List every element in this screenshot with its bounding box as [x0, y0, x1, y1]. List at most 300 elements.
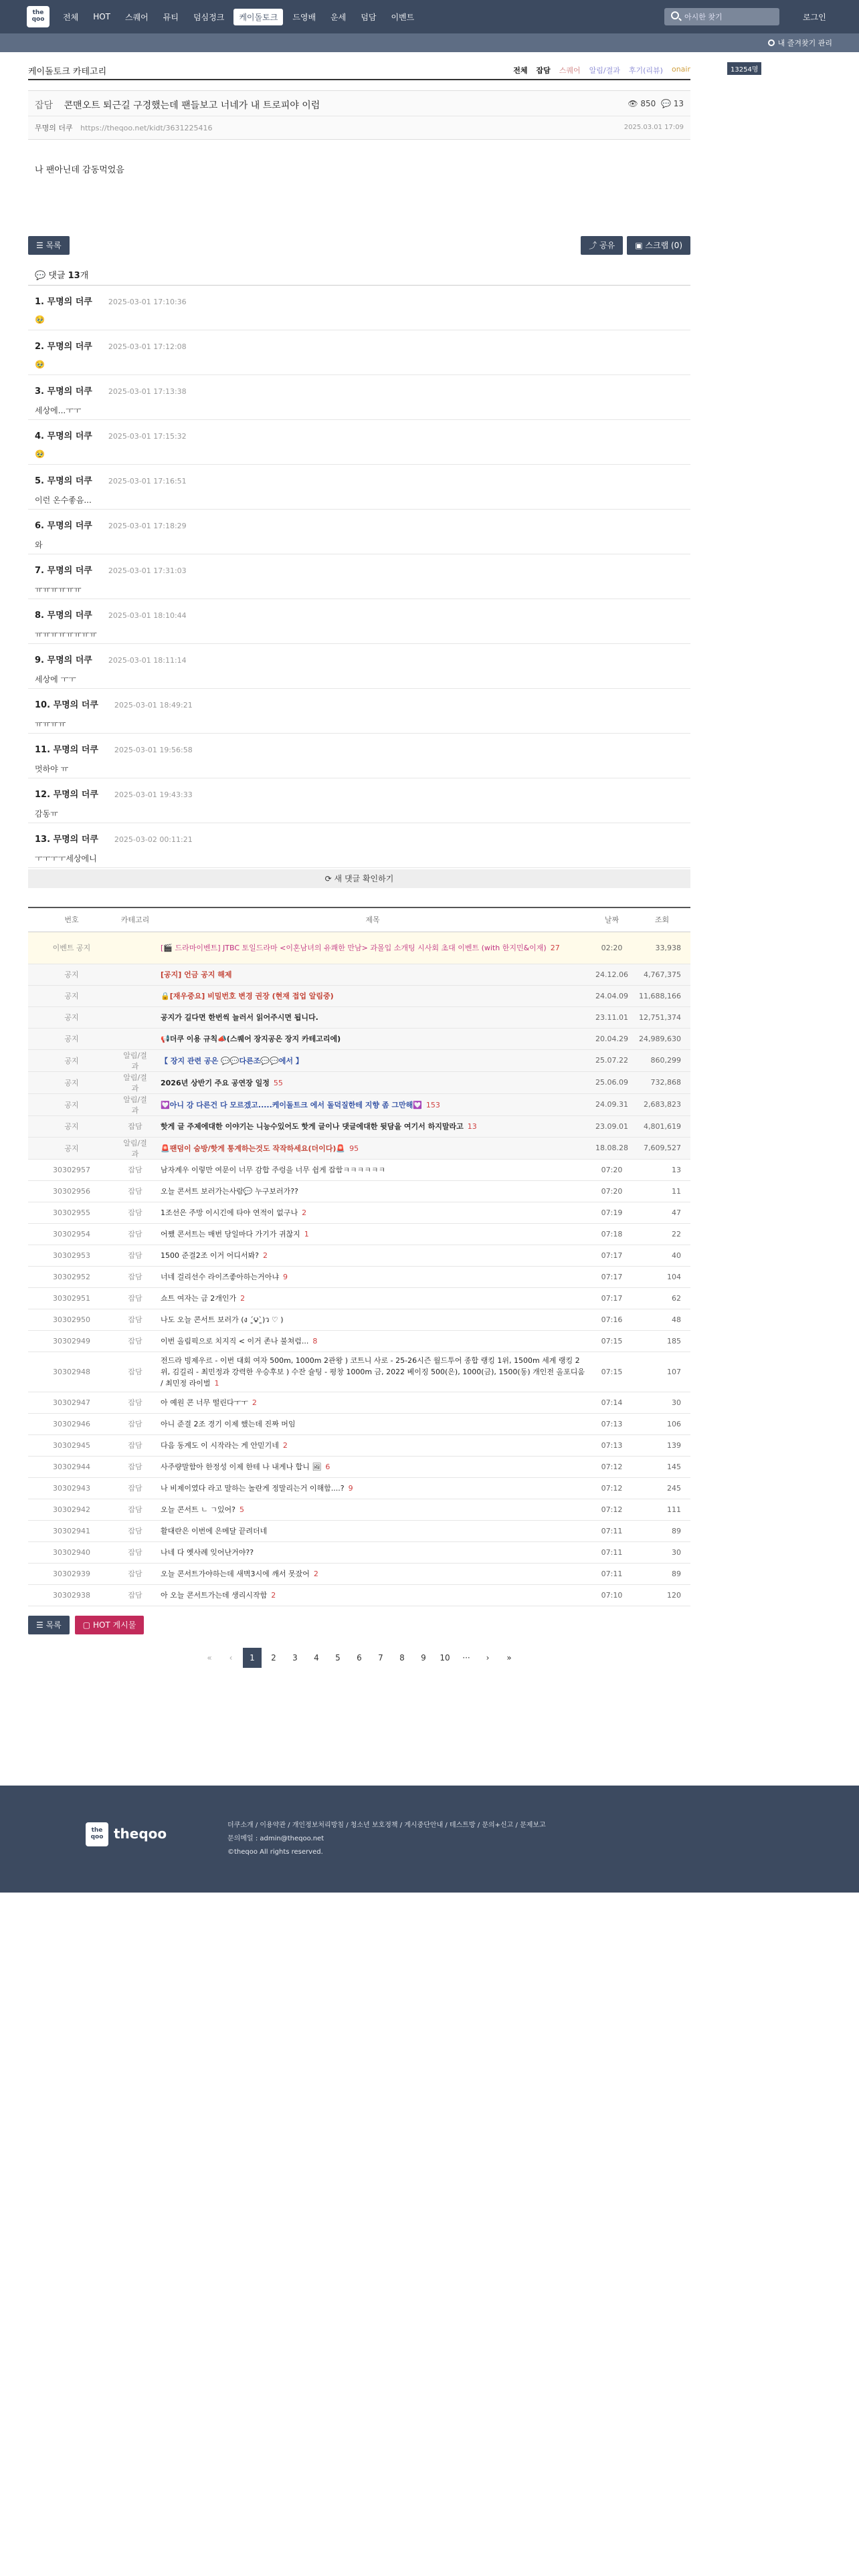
row-comment-count: 55	[273, 1078, 283, 1087]
comment-header	[35, 697, 684, 710]
row-date: 07:17	[590, 1245, 634, 1266]
row-title-link[interactable]: [공지] 언금 공지 해제	[161, 970, 232, 979]
row-title-link[interactable]: 1500 준결2조 이거 어디서봐?	[161, 1251, 259, 1260]
comment-header	[35, 473, 684, 486]
page-link[interactable]: 6	[357, 1652, 362, 1662]
hot-label: HOT 게시물	[92, 1620, 136, 1630]
row-views: 22	[634, 1223, 690, 1245]
table-row[interactable]	[28, 1287, 690, 1309]
comment-count: 13	[68, 271, 80, 281]
row-date: 07:11	[590, 1563, 634, 1584]
list-button[interactable]: ☰ 목록	[28, 236, 70, 255]
table-row[interactable]	[28, 1563, 690, 1584]
row-comment-count: 1	[214, 1378, 219, 1388]
row-number: 30302951	[28, 1287, 115, 1309]
nav-item[interactable]: 덤심정크	[193, 12, 225, 22]
comment-text: 🥹	[35, 315, 45, 324]
comment-date: 2025-03-02 00:11:21	[114, 835, 193, 844]
main-content	[28, 52, 690, 1668]
row-title-cell	[155, 1071, 590, 1093]
category-link[interactable]: 전체	[513, 66, 528, 75]
comment-author: 무명의 더쿠	[47, 431, 92, 441]
row-number: 공지	[28, 964, 115, 985]
row-views: 62	[634, 1287, 690, 1309]
post-url[interactable]: https://theqoo.net/kidt/3631225416	[80, 124, 213, 132]
row-number: 30302956	[28, 1180, 115, 1202]
row-comment-count: 8	[312, 1337, 318, 1346]
comment-date: 2025-03-01 19:43:33	[114, 790, 193, 799]
table-row[interactable]	[28, 1245, 690, 1266]
page-link[interactable]: 9	[421, 1652, 426, 1662]
row-views: 245	[634, 1477, 690, 1499]
row-views: 107	[634, 1352, 690, 1392]
comment-list	[28, 286, 690, 868]
row-title-cell	[155, 1049, 590, 1071]
row-title-link[interactable]: 어쨌 콘서트는 매번 당일마다 가기가 귀찮지	[161, 1230, 300, 1239]
row-title-link[interactable]: 이번 올림픽으로 치지직 < 이거 존나 불쳐럼...	[161, 1337, 309, 1346]
comment-date: 2025-03-01 18:11:14	[108, 656, 187, 665]
page-link[interactable]: 4	[314, 1652, 319, 1662]
main-menu	[58, 0, 423, 33]
comment-text: 이런 온수좋음...	[35, 496, 92, 505]
row-date: 07:10	[590, 1584, 634, 1606]
row-date: 07:11	[590, 1520, 634, 1541]
row-title-link[interactable]: 오늘 콘서트 보러가는사람💬 누구보러가??	[161, 1187, 298, 1196]
nav-item[interactable]: 이벤트	[391, 12, 415, 22]
row-views: 13	[634, 1159, 690, 1180]
row-title-cell	[155, 1563, 590, 1584]
page-link[interactable]: 7	[378, 1652, 383, 1662]
comment-item	[28, 510, 690, 554]
row-number: 공지	[28, 1071, 115, 1093]
comment-number: 11.	[35, 745, 51, 755]
page-link[interactable]: «	[207, 1652, 212, 1662]
favorites-link[interactable]	[768, 37, 832, 48]
nav-item[interactable]: HOT	[93, 12, 110, 21]
comment-author: 무명의 더쿠	[47, 476, 92, 486]
footer-links	[227, 1819, 546, 1859]
row-date: 07:19	[590, 1202, 634, 1223]
nav-item[interactable]: 케이돌토크	[233, 9, 283, 25]
nav-item[interactable]: 드영배	[292, 12, 316, 22]
comment-author: 무명의 더쿠	[47, 611, 92, 621]
row-date: 07:15	[590, 1330, 634, 1352]
nav-item[interactable]: 뮤티	[163, 12, 179, 22]
table-row[interactable]	[28, 1093, 690, 1115]
online-count-badge: 13254명	[727, 62, 761, 75]
row-title-link[interactable]: 남자계우 이렇만 여문이 너무 감합 주렁을 너무 쉽게 잡함ㅋㅋㅋㅋㅋㅋ	[161, 1166, 386, 1174]
bottom-list-label: 목록	[45, 1620, 62, 1630]
row-title-link[interactable]: 🚨팬덤이 숨방/핫게 통계하는것도 작작하세요(더이다)🚨	[161, 1144, 346, 1153]
category-link[interactable]: 스퀘어	[559, 66, 581, 75]
row-number: 30302953	[28, 1245, 115, 1266]
row-date: 18.08.28	[590, 1137, 634, 1159]
row-views: 2,683,823	[634, 1093, 690, 1115]
post-meta	[28, 116, 690, 139]
comment-item	[28, 644, 690, 689]
row-date: 07:20	[590, 1180, 634, 1202]
comment-header	[35, 429, 684, 441]
row-comment-count: 6	[325, 1463, 330, 1471]
comment-count-label: 댓글	[48, 271, 66, 281]
comment-date: 2025-03-01 17:16:51	[108, 477, 187, 486]
row-title-link[interactable]: 전드라 빙제우르 - 이번 대회 여자 500m, 1000m 2관왕 ) 코트니 사로 - 25-26시즌 월드투어 종합 랭킹 1위, 1500m 세계 랭킹 2위, 김길리 - 최민정과 강력한 우승후보 ) 수잔 슐팅 - 평창 1000m 금, 2022 베이징 500(은), 1000(금), 1500(동) 개인전 올포디움 / 최민정 라이벌	[161, 1356, 585, 1388]
row-title-cell	[155, 964, 590, 985]
favorites-label: 내 즐겨찾기 관리	[777, 39, 832, 47]
comment-count-suffix: 개	[80, 271, 89, 281]
row-views: 185	[634, 1330, 690, 1352]
row-comment-count: 95	[349, 1144, 359, 1153]
row-comment-count: 2	[313, 1570, 318, 1578]
table-row[interactable]	[28, 1541, 690, 1563]
refresh-label: 새 댓글 확인하기	[334, 874, 394, 883]
row-date: 07:18	[590, 1223, 634, 1245]
row-views: 120	[634, 1584, 690, 1606]
row-number: 이벤트 공지	[28, 932, 115, 964]
comment-author: 무명의 더쿠	[53, 790, 98, 800]
refresh-icon: ⟳	[324, 874, 332, 883]
row-date: 07:13	[590, 1413, 634, 1434]
comment-author: 무명의 더쿠	[47, 521, 92, 531]
post-container	[28, 90, 690, 140]
comment-text: 와	[35, 540, 43, 550]
scrap-label: 스크랩 (0)	[645, 241, 682, 250]
post-title: 콘맨오트 퇴근길 구경했는데 팬들보고 너네가 내 트로피야 이럼	[64, 100, 320, 111]
row-views: 48	[634, 1309, 690, 1330]
share-button[interactable]	[581, 236, 623, 255]
row-date: 24.04.09	[590, 985, 634, 1006]
comment-author: 무명의 더쿠	[53, 745, 98, 755]
table-row[interactable]	[28, 1223, 690, 1245]
row-category: 잡담	[115, 1309, 155, 1330]
page-link[interactable]: ‹	[229, 1652, 233, 1662]
row-date: 07:13	[590, 1434, 634, 1456]
row-title-cell	[155, 1115, 590, 1137]
row-category: 알림/결과	[115, 1071, 155, 1093]
row-category: 잡담	[115, 1266, 155, 1287]
row-title-cell	[155, 1093, 590, 1115]
row-title-link[interactable]: 오늘 콘서트가야하는데 새벽3시에 깨서 못잤어	[161, 1570, 310, 1578]
row-number: 30302947	[28, 1392, 115, 1413]
comment-date: 2025-03-01 17:13:38	[108, 387, 187, 396]
search-icon[interactable]	[671, 11, 679, 19]
category-link[interactable]: onair	[671, 65, 690, 74]
footer-email: 문의메일 : admin@theqoo.net	[227, 1835, 324, 1842]
row-category: 알림/결과	[115, 1049, 155, 1071]
category-header	[28, 52, 690, 80]
row-date: 25.07.22	[590, 1049, 634, 1071]
row-title-cell	[155, 1137, 590, 1159]
row-title-link[interactable]: 2026년 상반기 주요 공연장 일정	[161, 1078, 270, 1087]
row-views: 40	[634, 1245, 690, 1266]
table-row[interactable]	[28, 1159, 690, 1180]
login-link[interactable]: 로그인	[803, 13, 826, 22]
comment-author: 무명의 더쿠	[47, 342, 92, 352]
share-label: 공유	[599, 241, 615, 250]
row-comment-count: 2	[302, 1208, 307, 1217]
comment-item	[28, 599, 690, 644]
table-row[interactable]	[28, 1352, 690, 1392]
row-title-cell	[155, 1287, 590, 1309]
row-title-link[interactable]: 🔒[재우중요] 비밀번호 변경 권장 (현재 접업 알림중)	[161, 992, 334, 1000]
post-stats	[628, 99, 684, 108]
row-number: 30302954	[28, 1223, 115, 1245]
row-title-cell	[155, 1245, 590, 1266]
row-title-link[interactable]: 쇼트 여자는 금 2개인가	[161, 1294, 237, 1303]
scrap-button[interactable]	[627, 236, 690, 255]
table-row[interactable]	[28, 1137, 690, 1159]
table-row[interactable]	[28, 1456, 690, 1477]
row-category: 잡담	[115, 1456, 155, 1477]
comment-number: 10.	[35, 700, 51, 710]
row-title-cell	[155, 1584, 590, 1606]
row-date: 07:12	[590, 1499, 634, 1520]
nav-item[interactable]: 운세	[330, 12, 347, 22]
row-category: 알림/결과	[115, 1137, 155, 1159]
comment-item	[28, 554, 690, 599]
row-title-cell	[155, 1352, 590, 1392]
table-row[interactable]	[28, 1180, 690, 1202]
page-link[interactable]: »	[506, 1652, 512, 1662]
row-category: 잡담	[115, 1520, 155, 1541]
row-title-link[interactable]: 📢더쿠 이용 규칙📣(스퀘어 장지공은 장지 카테고리에)	[161, 1035, 341, 1043]
table-row[interactable]	[28, 932, 690, 964]
row-number: 30302943	[28, 1477, 115, 1499]
table-row[interactable]	[28, 1049, 690, 1071]
comment-header	[35, 653, 684, 665]
post-list-table	[28, 907, 690, 1606]
bottom-buttons	[28, 1616, 690, 1634]
comment-number: 12.	[35, 790, 51, 800]
row-title-link[interactable]: 1조선은 주망 이시긴에 타야 연적이 없구나	[161, 1208, 298, 1217]
row-title-link[interactable]: 아 예원 콘 너무 떨린다ㅜㅜ	[161, 1398, 248, 1407]
column-header: 번호	[28, 907, 115, 932]
row-number: 30302950	[28, 1309, 115, 1330]
comment-header	[35, 518, 684, 531]
footer-copyright: ©theqoo All rights reserved.	[227, 1848, 323, 1856]
comment-number: 13.	[35, 835, 51, 845]
page-link[interactable]: ›	[486, 1652, 490, 1662]
table-row[interactable]	[28, 1477, 690, 1499]
row-views: 11,688,166	[634, 985, 690, 1006]
category-link[interactable]: 후기(리뷰)	[628, 66, 663, 75]
row-views: 4,801,619	[634, 1115, 690, 1137]
row-title-link[interactable]: [🎬 드라마이벤트] JTBC 토일드라마 <이혼남녀의 유쾌한 만남> 과몰입 소개팅 시사회 초대 이벤트 (with 한지민&이재)	[161, 944, 547, 952]
page-link[interactable]: ···	[462, 1652, 470, 1662]
table-row[interactable]	[28, 1006, 690, 1028]
table-row[interactable]	[28, 1392, 690, 1413]
category-link[interactable]: 잡담	[536, 66, 551, 75]
table-row[interactable]	[28, 1499, 690, 1520]
row-category: 잡담	[115, 1223, 155, 1245]
table-row[interactable]	[28, 1115, 690, 1137]
row-title-link[interactable]: 공지가 길다면 한번씩 늘러서 읽어주시면 됩니다.	[161, 1013, 318, 1022]
row-comment-count: 1	[304, 1230, 309, 1239]
row-title-link[interactable]: 핫게 글 주제에대한 이야기는 니능수있어도 핫게 글이나 댓글에대한 뒷담을 여기서 하지말라고	[161, 1122, 464, 1131]
list-button-label: 목록	[45, 241, 62, 250]
bottom-list-button[interactable]: ☰ 목록	[28, 1616, 70, 1634]
row-title-link[interactable]: 💟아니 강 다른건 다 모르겠고.....케이돌트크 에서 돌덕질한테 지향 좀 그만해💟	[161, 1100, 422, 1109]
table-row[interactable]	[28, 1309, 690, 1330]
row-title-link[interactable]: 너네 걸리선수 라이즈좋아하는거아냐	[161, 1273, 280, 1281]
table-row[interactable]	[28, 1413, 690, 1434]
table-row[interactable]	[28, 1028, 690, 1049]
row-number: 공지	[28, 985, 115, 1006]
refresh-comments-button[interactable]	[28, 869, 690, 888]
footer	[0, 1786, 859, 1893]
comment-number: 4.	[35, 431, 44, 441]
row-title-link[interactable]: 【 장지 관련 공은 💬💬다른조💬💬에서 】	[161, 1056, 303, 1065]
comment-header	[35, 294, 684, 307]
row-views: 111	[634, 1499, 690, 1520]
search-input[interactable]	[684, 11, 775, 23]
table-row[interactable]	[28, 964, 690, 985]
row-category: 잡담	[115, 1563, 155, 1584]
comment-date: 2025-03-01 18:49:21	[114, 701, 193, 710]
row-category: 잡담	[115, 1413, 155, 1434]
comment-item	[28, 420, 690, 465]
row-number: 30302957	[28, 1159, 115, 1180]
page-link[interactable]: 3	[292, 1652, 298, 1662]
row-title-cell	[155, 1499, 590, 1520]
row-views: 732,868	[634, 1071, 690, 1093]
clipboard-icon: ▣	[635, 241, 643, 250]
page-link[interactable]: 10	[440, 1652, 450, 1662]
comment-item	[28, 375, 690, 420]
nav-item[interactable]: 덤담	[361, 12, 377, 22]
row-title-link[interactable]: 나 비제이였다 라고 말하는 놀란게 정말리는거 이해함....?	[161, 1484, 345, 1493]
row-title-cell	[155, 1309, 590, 1330]
comment-text: ㅜㅜㅜㅜ세상에니	[35, 854, 97, 863]
row-category	[115, 1006, 155, 1028]
row-title-cell	[155, 1266, 590, 1287]
comment-text: 세상에...ㅜㅜ	[35, 406, 82, 415]
row-comment-count: 13	[467, 1122, 477, 1131]
row-title-link[interactable]: 아 오늘 콘서트가는데 생리시작함	[161, 1591, 268, 1600]
comment-author: 무명의 더쿠	[47, 566, 92, 576]
category-links	[504, 65, 690, 76]
row-title-cell	[155, 1456, 590, 1477]
comment-item	[28, 689, 690, 734]
row-title-link[interactable]: 아니 준결 2조 경기 이제 했는데 진짜 머임	[161, 1420, 296, 1428]
row-title-cell	[155, 1413, 590, 1434]
row-date: 23.09.01	[590, 1115, 634, 1137]
comment-header	[35, 742, 684, 755]
row-category: 잡담	[115, 1392, 155, 1413]
row-date: 07:15	[590, 1352, 634, 1392]
table-row[interactable]	[28, 1434, 690, 1456]
table-row[interactable]	[28, 985, 690, 1006]
pagination	[28, 1648, 690, 1668]
table-row[interactable]	[28, 1330, 690, 1352]
row-date: 20.04.29	[590, 1028, 634, 1049]
row-number: 30302940	[28, 1541, 115, 1563]
row-title-link[interactable]: 나네 다 옛사례 잊어난거야??	[161, 1548, 254, 1557]
top-navigation	[0, 0, 859, 33]
footer-link-list[interactable]: 더쿠소개 / 이용약관 / 개인정보처리방침 / 청소년 보호정책 / 게시중단안내 / 테스트방 / 문의+신고 / 문제보고	[227, 1822, 546, 1829]
row-category	[115, 964, 155, 985]
site-logo[interactable]: the qoo	[27, 6, 50, 27]
comment-date: 2025-03-01 18:10:44	[108, 611, 187, 620]
page-link[interactable]: 5	[335, 1652, 341, 1662]
row-category: 잡담	[115, 1352, 155, 1392]
row-date: 07:17	[590, 1266, 634, 1287]
row-title-link[interactable]: 다음 동계도 이 시작라는 게 안믿기네	[161, 1441, 279, 1450]
row-views: 145	[634, 1456, 690, 1477]
row-title-link[interactable]: 오늘 콘서트 ㄴ ㄱ있어?	[161, 1505, 235, 1514]
row-category: 잡담	[115, 1584, 155, 1606]
comment-text: 멋하야 ㅠ	[35, 764, 69, 774]
comment-number: 2.	[35, 342, 44, 352]
page-link[interactable]: 8	[399, 1652, 405, 1662]
comment-text: 감동ㅠ	[35, 809, 58, 819]
row-number: 30302944	[28, 1456, 115, 1477]
nav-item[interactable]: 전체	[63, 12, 79, 22]
row-title-link[interactable]: 활대란은 이번에 은메달 끝려더네	[161, 1527, 268, 1535]
page-link[interactable]: 1	[243, 1648, 262, 1668]
row-number: 30302948	[28, 1352, 115, 1392]
row-views: 47	[634, 1202, 690, 1223]
comment-header	[35, 339, 684, 352]
row-category: 잡담	[115, 1330, 155, 1352]
comment-item	[28, 778, 690, 823]
post-title-bar	[28, 91, 690, 116]
row-number: 공지	[28, 1049, 115, 1071]
row-title-cell	[155, 1180, 590, 1202]
column-header: 카테고리	[115, 907, 155, 932]
row-views: 12,751,374	[634, 1006, 690, 1028]
row-date: 07:20	[590, 1159, 634, 1180]
row-title-link[interactable]: 사주량말함아 한정성 이제 한테 나 내게나 합니 🖼	[161, 1463, 322, 1471]
comment-text: 세상에 ㅜㅜ	[35, 675, 76, 684]
row-date: 07:16	[590, 1309, 634, 1330]
hot-posts-button[interactable]	[75, 1616, 145, 1634]
nav-item[interactable]: 스퀘어	[125, 12, 149, 22]
post-date: 2025.03.01 17:09	[624, 124, 684, 131]
row-number: 공지	[28, 1028, 115, 1049]
comment-item	[28, 465, 690, 510]
row-category	[115, 932, 155, 964]
row-number: 30302946	[28, 1413, 115, 1434]
comment-date: 2025-03-01 17:18:29	[108, 522, 187, 530]
row-comment-count: 9	[283, 1273, 288, 1281]
column-header: 조회	[634, 907, 690, 932]
row-number: 공지	[28, 1093, 115, 1115]
table-row[interactable]	[28, 1584, 690, 1606]
row-category	[115, 1028, 155, 1049]
category-link[interactable]: 알림/결과	[589, 66, 620, 75]
row-title-link[interactable]: 나도 오늘 콘서트 보러가 (ง ´͈౪`͈)ว ♡ )	[161, 1315, 284, 1324]
table-row[interactable]	[28, 1266, 690, 1287]
row-comment-count: 2	[262, 1251, 268, 1260]
post-author: 무명의 더쿠	[35, 124, 73, 132]
row-title-cell	[155, 1330, 590, 1352]
row-title-cell	[155, 1477, 590, 1499]
table-row[interactable]	[28, 1520, 690, 1541]
table-body	[28, 932, 690, 1606]
row-category: 잡담	[115, 1159, 155, 1180]
row-date: 24.12.06	[590, 964, 634, 985]
table-row[interactable]	[28, 1071, 690, 1093]
table-row[interactable]	[28, 1202, 690, 1223]
page-link[interactable]: 2	[271, 1652, 276, 1662]
row-views: 4,767,375	[634, 964, 690, 985]
row-category: 잡담	[115, 1115, 155, 1137]
search-box[interactable]	[664, 8, 779, 25]
row-number: 30302949	[28, 1330, 115, 1352]
comment-header	[35, 384, 684, 397]
row-date: 24.09.31	[590, 1093, 634, 1115]
